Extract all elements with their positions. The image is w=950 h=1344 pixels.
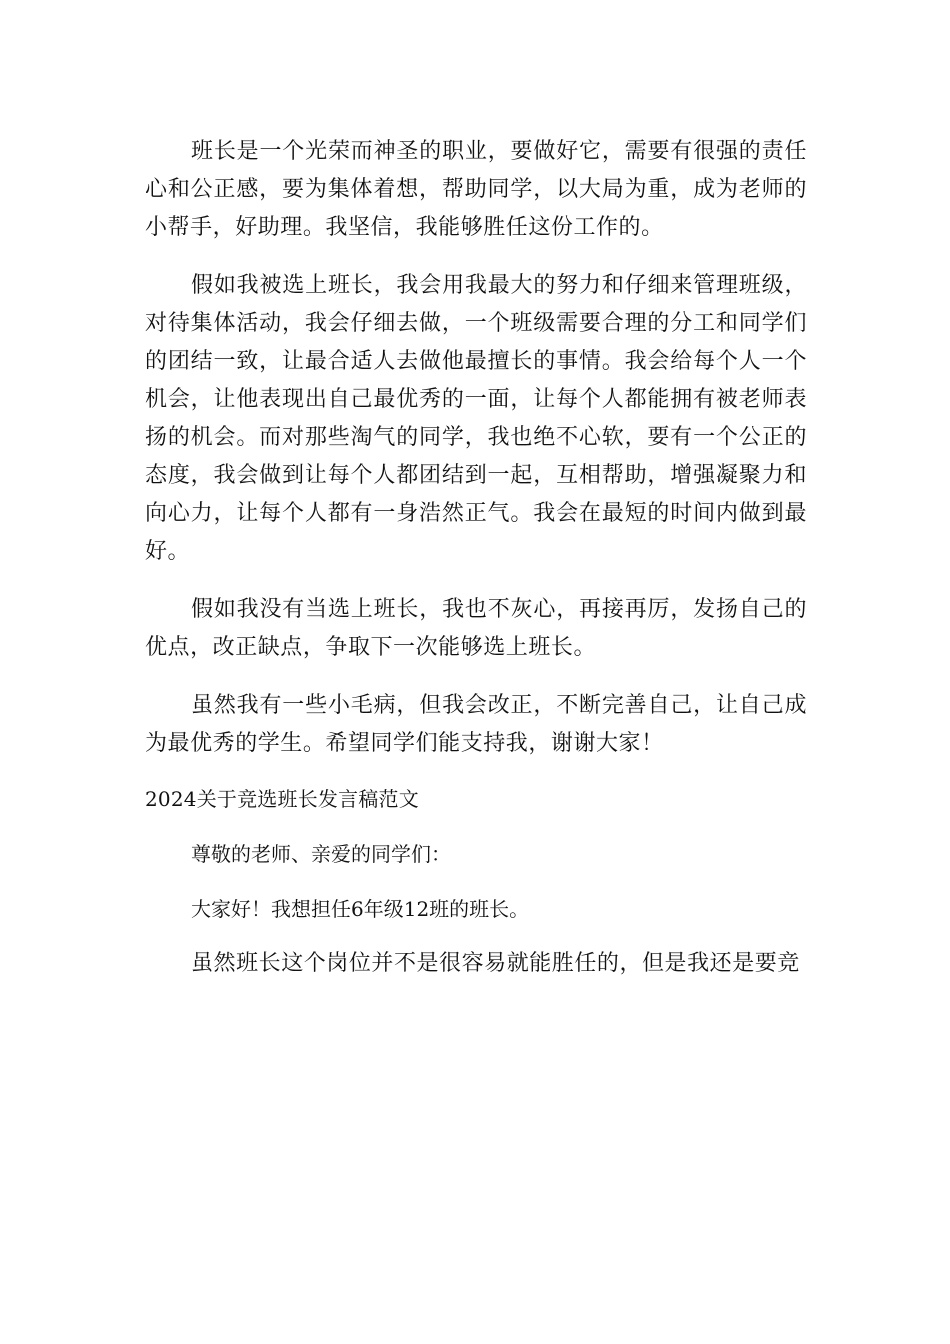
paragraph-spacer (145, 928, 807, 945)
greeting-line: 尊敬的老师、亲爱的同学们： (191, 842, 451, 866)
paragraph-spacer (145, 247, 807, 267)
section-heading: 2024关于竞选班长发言稿范文 (145, 787, 419, 811)
intro-line: 大家好！我想担任6年级12班的班长。 (191, 897, 530, 921)
paragraph-4: 虽然我有一些小毛病，但我会改正，不断完善自己，让自己成为最优秀的学生。希望同学们能支持我，谢谢大家！ (145, 693, 807, 756)
paragraph-spacer (145, 763, 807, 780)
paragraph-spacer (145, 667, 807, 687)
paragraph-spacer (145, 818, 807, 835)
paragraph-2: 假如我被选上班长，我会用我最大的努力和仔细来管理班级，对待集体活动，我会仔细去做，一个班级需要合理的分工和同学们的团结一致，让最合适人去做他最擅长的事情。我会给每个人一个机会，让他表现出自己最优秀的一面，让每个人都能拥有被老师表扬的机会。而对那些淘气的同学，我也绝不心软，要有一个公正的态度，我会做到让每个人都团结到一起，互相帮助，增强凝聚力和向心力，让每个人都有一身浩然正气。我会在最短的时间内做到最好。 (145, 273, 807, 564)
paragraph-5: 虽然班长这个岗位并不是很容易就能胜任的，但是我还是要竞 (191, 951, 800, 976)
paragraph-spacer (145, 571, 807, 591)
paragraph-spacer (145, 873, 807, 890)
document-body (145, 133, 807, 983)
paragraph-1: 班长是一个光荣而神圣的职业，要做好它，需要有很强的责任心和公正感，要为集体着想，帮助同学，以大局为重，成为老师的小帮手，好助理。我坚信，我能够胜任这份工作的。 (145, 139, 807, 240)
paragraph-3: 假如我没有当选上班长，我也不灰心，再接再厉，发扬自己的优点，改正缺点，争取下一次能够选上班长。 (145, 597, 807, 660)
